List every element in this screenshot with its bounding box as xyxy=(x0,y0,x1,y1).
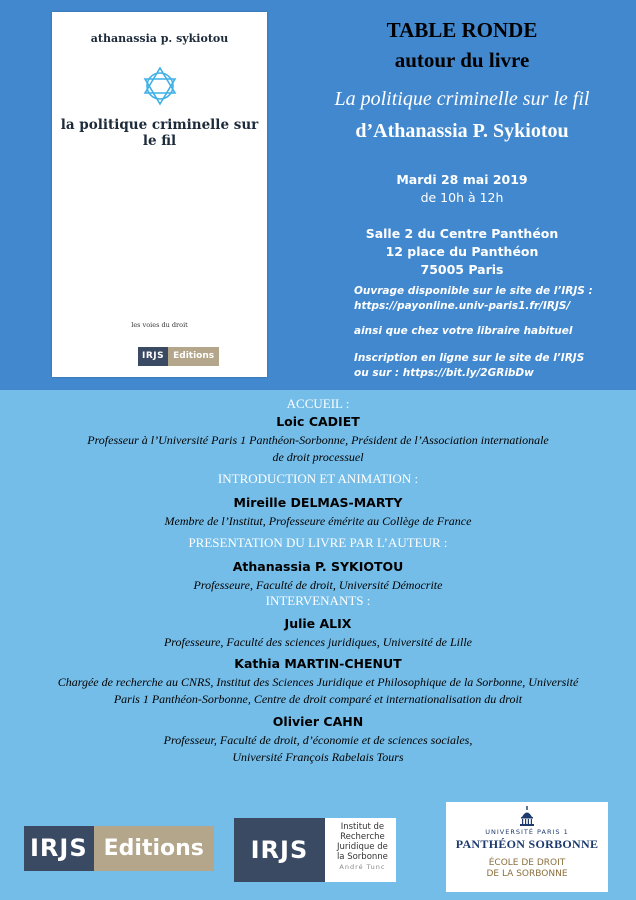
speaker-desc: Chargée de recherche au CNRS, Institut des Sciences Juridique et Philosophique de la Sorbonne, Université xyxy=(57,675,579,689)
speaker-name: Olivier CAHN xyxy=(272,714,364,729)
event-subtitle: autour du livre xyxy=(394,48,530,72)
event-author: d’Athanassia P. Sykiotou xyxy=(355,120,569,142)
section-accueil: ACCUEIL : xyxy=(286,396,350,411)
speaker-desc: Professeur à l’Université Paris 1 Panthéon-Sorbonne, Président de l’Association internationale xyxy=(87,433,549,447)
irjs-institute-mark: IRJS xyxy=(234,818,325,882)
venue-line: Salle 2 du Centre Panthéon xyxy=(365,226,559,241)
event-date: Mardi 28 mai 2019 xyxy=(396,172,528,187)
availability-line: Ouvrage disponible sur le site de l’IRJS : xyxy=(354,285,593,297)
bookseller-text: ainsi que chez votre libraire habituel xyxy=(354,325,573,337)
event-time: de 10h à 12h xyxy=(420,190,504,205)
irjs-logo-mark: IRJS xyxy=(24,826,94,871)
publisher-irjs: IRJS xyxy=(138,347,168,366)
signup-line: Inscription en ligne sur le site de l’IRJS xyxy=(354,352,585,364)
availability-link[interactable]: https://payonline.univ-paris1.fr/IRJS/ xyxy=(354,300,571,312)
speaker-name: Mireille DELMAS-MARTY xyxy=(233,495,403,510)
section-intervenants: INTERVENANTS : xyxy=(265,593,371,608)
signup-text xyxy=(354,351,634,381)
publisher-editions: Editions xyxy=(168,347,219,366)
section-presentation: PRESENTATION DU LIVRE PAR L’AUTEUR : xyxy=(188,535,448,550)
irjs-institute-text xyxy=(325,818,396,882)
sorbonne-school xyxy=(446,858,608,880)
section-introduction: INTRODUCTION ET ANIMATION : xyxy=(217,471,419,486)
institute-line: la Sorbonne xyxy=(336,852,388,862)
pantheon-dome-icon xyxy=(519,806,535,826)
speaker-name: Kathia MARTIN-CHENUT xyxy=(234,656,402,671)
venue-line: 12 place du Panthéon xyxy=(385,244,539,259)
book-cover-collection: les voies du droit xyxy=(131,321,188,329)
institute-line: Juridique de xyxy=(336,842,388,852)
sorbonne-line: UNIVERSITÉ PARIS 1 xyxy=(485,828,569,836)
event-title: TABLE RONDE xyxy=(386,18,538,42)
speaker-desc: Université François Rabelais Tours xyxy=(232,750,404,764)
venue-line: 75005 Paris xyxy=(420,262,504,277)
speaker-desc: Professeure, Faculté de droit, Université Démocrite xyxy=(193,578,443,592)
speaker-name: Athanassia P. SYKIOTOU xyxy=(232,559,404,574)
speaker-desc: Membre de l’Institut, Professeure émérite au Collège de France xyxy=(164,514,472,528)
speaker-name: Julie ALIX xyxy=(284,616,352,631)
speaker-desc: Paris 1 Panthéon-Sorbonne, Centre de droit comparé et internationalisation du droit xyxy=(113,692,523,706)
speaker-desc: Professeur, Faculté de droit, d’économie et de sciences sociales, xyxy=(163,733,473,747)
availability-text xyxy=(354,284,634,314)
institute-subline: André Tunc xyxy=(339,863,386,871)
book-cover-author: athanassia p. sykiotou xyxy=(90,32,229,45)
institute-line: Institut de xyxy=(340,822,385,832)
institute-line: Recherche xyxy=(340,832,385,842)
speaker-name: Loic CADIET xyxy=(276,414,360,429)
irjs-institute-logo xyxy=(234,818,396,882)
book-cover-title: la politique criminelle sur le fil xyxy=(60,117,259,149)
sorbonne-name: PANTHÉON SORBONNE xyxy=(455,837,599,851)
speaker-desc: Professeure, Faculté des sciences juridiques, Université de Lille xyxy=(163,635,473,649)
irjs-editions-logo xyxy=(24,826,210,871)
sorbonne-school-line: ÉCOLE DE DROIT xyxy=(488,858,566,868)
speaker-desc: de droit processuel xyxy=(272,450,364,464)
star-circle-icon xyxy=(136,62,184,110)
signup-link[interactable]: ou sur : https://bit.ly/2GRibDw xyxy=(354,367,534,379)
sorbonne-school-line: DE LA SORBONNE xyxy=(486,869,568,879)
event-venue xyxy=(292,225,632,279)
pantheon-sorbonne-logo xyxy=(446,802,608,892)
book-cover-publisher-logo xyxy=(138,347,219,366)
book-cover xyxy=(52,12,267,377)
event-book-title: La politique criminelle sur le fil xyxy=(334,88,590,110)
editions-logo-text: Editions xyxy=(94,826,214,871)
